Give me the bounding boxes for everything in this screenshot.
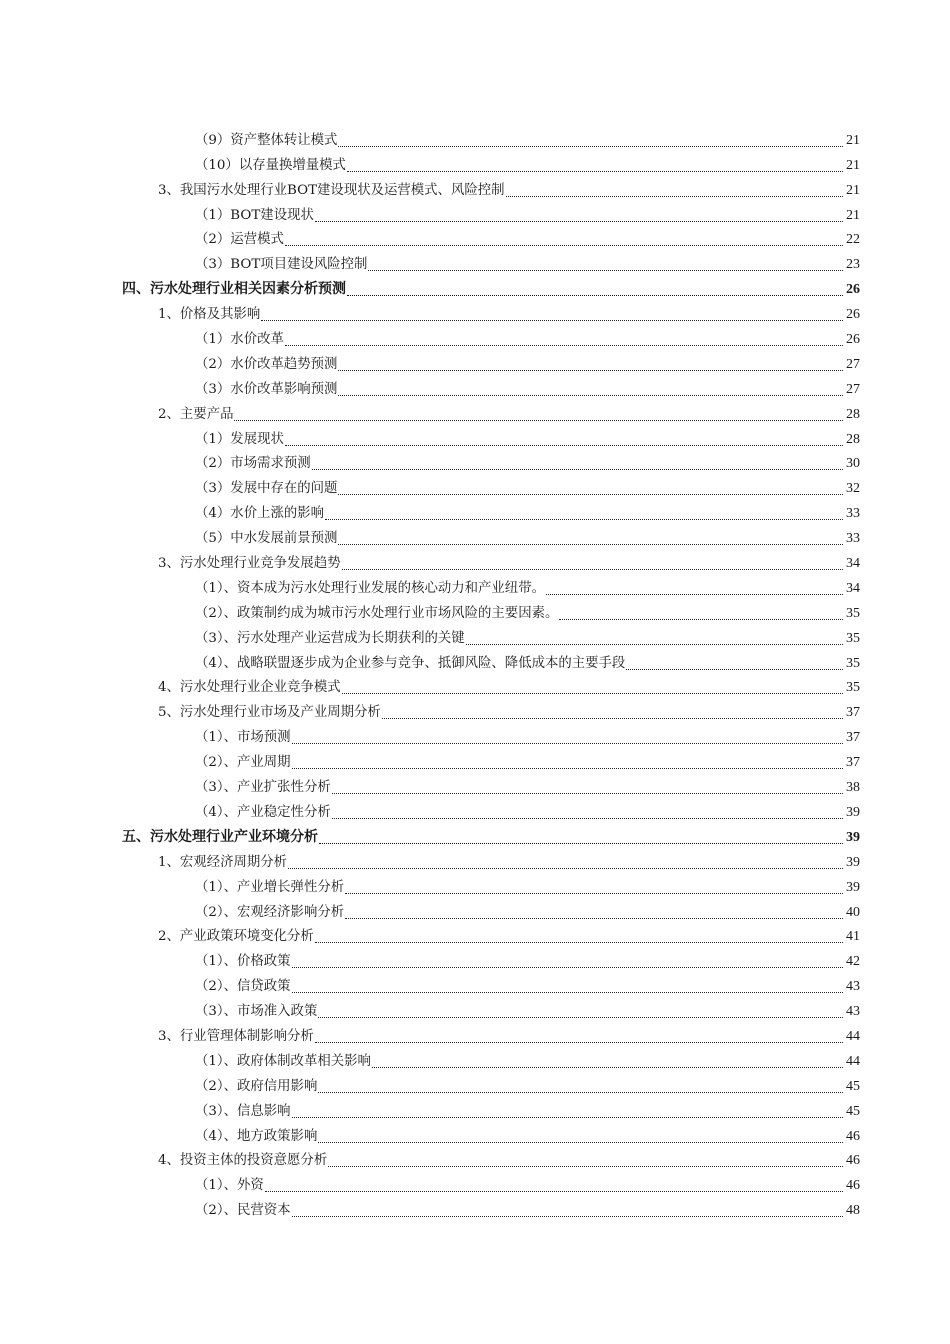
toc-entry-page-number: 22 [846, 232, 860, 248]
toc-entry-title: 四、污水处理行业相关因素分析预测 [122, 282, 346, 298]
dot-leader [626, 651, 843, 670]
dot-leader [234, 402, 843, 421]
toc-entry-title: （4）、战略联盟逐步成为企业参与竞争、抵御风险、降低成本的主要手段 [195, 655, 626, 671]
toc-entry-page-number: 27 [846, 381, 860, 397]
dot-leader [292, 1198, 843, 1217]
toc-entry-page-number: 39 [846, 879, 860, 895]
toc-entry-title: （2）运营模式 [195, 232, 284, 248]
dot-leader [332, 800, 843, 819]
dot-leader [506, 178, 843, 197]
toc-entry-page-number: 30 [846, 456, 860, 472]
dot-leader [338, 352, 843, 371]
dot-leader [315, 1024, 843, 1043]
toc-entry-title: 4、污水处理行业企业竞争模式 [158, 680, 341, 696]
toc-entry[interactable] [0, 299, 860, 324]
toc-entry-title: 3、行业管理体制影响分析 [158, 1028, 314, 1044]
toc-entry-title: （3）水价改革影响预测 [195, 381, 338, 397]
toc-entry-page-number: 35 [846, 605, 860, 621]
toc-entry[interactable] [0, 971, 860, 996]
toc-entry[interactable] [0, 498, 860, 523]
dot-leader [261, 302, 843, 321]
toc-entry[interactable] [0, 523, 860, 548]
toc-entry-page-number: 41 [846, 929, 860, 945]
toc-entry-page-number: 27 [846, 356, 860, 372]
toc-entry-page-number: 26 [846, 307, 860, 323]
dot-leader [368, 252, 843, 271]
toc-entry[interactable] [0, 673, 860, 698]
toc-entry-title: 1、宏观经济周期分析 [158, 854, 288, 870]
toc-entry-page-number: 21 [846, 132, 860, 148]
dot-leader [315, 203, 843, 222]
toc-entry[interactable] [0, 1121, 860, 1146]
toc-entry-page-number: 21 [846, 207, 860, 223]
toc-entry[interactable] [0, 200, 860, 225]
toc-entry-page-number: 40 [846, 904, 860, 920]
toc-entry-title: （3）、信息影响 [195, 1103, 291, 1119]
toc-entry-title: （1）、产业增长弹性分析 [195, 879, 345, 895]
toc-entry-title: （3）发展中存在的问题 [195, 481, 338, 497]
toc-entry-title: （1）水价改革 [195, 332, 284, 348]
toc-entry-title: （2）、宏观经济影响分析 [195, 904, 345, 920]
toc-entry-page-number: 46 [846, 1153, 860, 1169]
toc-entry-page-number: 45 [846, 1078, 860, 1094]
toc-entry[interactable] [0, 1071, 860, 1096]
toc-entry-title: 2、主要产品 [158, 406, 234, 422]
dot-leader [382, 700, 843, 719]
toc-entry-title: （5）中水发展前景预测 [195, 531, 338, 547]
dot-leader [292, 725, 843, 744]
dot-leader [546, 576, 843, 595]
toc-entry[interactable] [0, 225, 860, 250]
toc-entry-page-number: 35 [846, 655, 860, 671]
toc-entry[interactable] [0, 249, 860, 274]
toc-entry[interactable] [0, 1046, 860, 1071]
toc-entry-title: （1）发展现状 [195, 431, 284, 447]
dot-leader [318, 1124, 843, 1143]
toc-entry[interactable] [0, 1146, 860, 1171]
toc-entry-title: 1、价格及其影响 [158, 307, 261, 323]
toc-entry[interactable] [0, 747, 860, 772]
toc-entry-page-number: 38 [846, 780, 860, 796]
toc-entry-page-number: 39 [846, 854, 860, 870]
toc-entry-page-number: 23 [846, 257, 860, 273]
toc-entry-page-number: 32 [846, 481, 860, 497]
toc-entry[interactable] [0, 648, 860, 673]
toc-entry-title: （1）、资本成为污水处理行业发展的核心动力和产业纽带。 [195, 580, 545, 596]
toc-entry-title: 5、污水处理行业市场及产业周期分析 [158, 705, 381, 721]
toc-entry[interactable] [0, 897, 860, 922]
toc-entry-title: （3）、产业扩张性分析 [195, 780, 331, 796]
toc-entry[interactable] [0, 1195, 860, 1220]
dot-leader [338, 476, 843, 495]
toc-entry-title: （1）BOT建设现状 [195, 207, 314, 223]
dot-leader [288, 850, 843, 869]
toc-entry[interactable] [0, 150, 860, 175]
toc-entry-page-number: 39 [846, 829, 860, 845]
toc-entry[interactable] [0, 424, 860, 449]
toc-entry-page-number: 43 [846, 1004, 860, 1020]
toc-entry-page-number: 35 [846, 630, 860, 646]
toc-entry[interactable] [0, 548, 860, 573]
toc-entry-page-number: 37 [846, 755, 860, 771]
toc-entry-title: （10）以存量换增量模式 [195, 157, 346, 173]
toc-entry-title: （2）、产业周期 [195, 755, 291, 771]
toc-entry-page-number: 42 [846, 954, 860, 970]
toc-entry[interactable] [0, 374, 860, 399]
toc-entry[interactable] [0, 349, 860, 374]
toc-entry-page-number: 28 [846, 406, 860, 422]
dot-leader [347, 153, 843, 172]
dot-leader [315, 924, 843, 943]
toc-entry-title: （4）水价上涨的影响 [195, 506, 325, 522]
toc-entry[interactable] [0, 797, 860, 822]
toc-entry[interactable] [0, 1096, 860, 1121]
dot-leader [345, 900, 843, 919]
toc-entry[interactable] [0, 996, 860, 1021]
toc-entry[interactable] [0, 573, 860, 598]
toc-entry[interactable] [0, 946, 860, 971]
toc-entry-title: （2）、政府信用影响 [195, 1078, 318, 1094]
toc-entry-title: 2、产业政策环境变化分析 [158, 929, 314, 945]
toc-entry[interactable] [0, 1170, 860, 1195]
dot-leader [318, 1074, 843, 1093]
table-of-contents [0, 125, 860, 1220]
toc-entry-title: （3）BOT项目建设风险控制 [195, 257, 368, 273]
dot-leader [325, 501, 843, 520]
toc-entry[interactable] [0, 175, 860, 200]
toc-entry-title: （3）、市场准入政策 [195, 1004, 318, 1020]
toc-entry-page-number: 21 [846, 157, 860, 173]
dot-leader [338, 377, 843, 396]
toc-entry[interactable] [0, 697, 860, 722]
dot-leader [319, 825, 843, 844]
toc-entry-page-number: 46 [846, 1178, 860, 1194]
toc-entry[interactable] [0, 1021, 860, 1046]
dot-leader [345, 875, 843, 894]
toc-entry[interactable] [0, 772, 860, 797]
toc-entry-page-number: 39 [846, 804, 860, 820]
toc-entry-title: 五、污水处理行业产业环境分析 [122, 829, 318, 845]
toc-entry[interactable] [0, 399, 860, 424]
toc-entry[interactable] [0, 722, 860, 747]
toc-entry-title: （2）市场需求预测 [195, 456, 311, 472]
toc-entry-title: 4、投资主体的投资意愿分析 [158, 1153, 328, 1169]
toc-entry-title: （1）、价格政策 [195, 954, 291, 970]
toc-entry-page-number: 26 [846, 332, 860, 348]
dot-leader [265, 1173, 843, 1192]
dot-leader [347, 277, 843, 296]
toc-entry-title: （2）水价改革趋势预测 [195, 356, 338, 372]
toc-entry-title: 3、污水处理行业竞争发展趋势 [158, 556, 341, 572]
toc-entry-title: （4）、地方政策影响 [195, 1128, 318, 1144]
toc-entry-title: （1）、政府体制改革相关影响 [195, 1053, 371, 1069]
toc-entry[interactable] [0, 324, 860, 349]
toc-entry[interactable] [0, 449, 860, 474]
toc-entry[interactable] [0, 125, 860, 150]
toc-entry[interactable] [0, 473, 860, 498]
toc-entry-page-number: 46 [846, 1128, 860, 1144]
dot-leader [328, 1148, 843, 1167]
toc-entry-title: （4）、产业稳定性分析 [195, 804, 331, 820]
dot-leader [332, 775, 843, 794]
dot-leader [292, 974, 843, 993]
dot-leader [466, 626, 843, 645]
toc-entry-page-number: 33 [846, 531, 860, 547]
toc-entry-page-number: 37 [846, 705, 860, 721]
toc-entry-page-number: 34 [846, 556, 860, 572]
dot-leader [342, 551, 843, 570]
toc-entry-title: （2）、民营资本 [195, 1203, 291, 1219]
toc-entry-page-number: 21 [846, 182, 860, 198]
dot-leader [312, 451, 843, 470]
dot-leader [285, 327, 843, 346]
dot-leader [372, 1049, 843, 1068]
dot-leader [285, 427, 843, 446]
toc-entry-page-number: 44 [846, 1028, 860, 1044]
toc-entry[interactable] [0, 274, 860, 299]
toc-entry-page-number: 35 [846, 680, 860, 696]
dot-leader [342, 675, 843, 694]
toc-entry-page-number: 28 [846, 431, 860, 447]
toc-entry[interactable] [0, 598, 860, 623]
toc-entry-page-number: 33 [846, 506, 860, 522]
toc-entry-title: （2）、政策制约成为城市污水处理行业市场风险的主要因素。 [195, 605, 559, 621]
dot-leader [285, 227, 843, 246]
toc-entry-page-number: 43 [846, 979, 860, 995]
toc-entry-title: 3、我国污水处理行业BOT建设现状及运营模式、风险控制 [158, 182, 505, 198]
toc-entry-title: （1）、外资 [195, 1178, 264, 1194]
toc-entry-page-number: 44 [846, 1053, 860, 1069]
dot-leader [318, 999, 843, 1018]
dot-leader [338, 526, 843, 545]
toc-entry[interactable] [0, 847, 860, 872]
toc-entry-page-number: 26 [846, 282, 860, 298]
dot-leader [338, 128, 843, 147]
toc-entry-page-number: 48 [846, 1203, 860, 1219]
toc-entry[interactable] [0, 872, 860, 897]
toc-entry[interactable] [0, 922, 860, 947]
toc-entry-title: （2）、信贷政策 [195, 979, 291, 995]
dot-leader [292, 750, 843, 769]
toc-entry[interactable] [0, 822, 860, 847]
toc-entry-title: （3）、污水处理产业运营成为长期获利的关键 [195, 630, 465, 646]
dot-leader [292, 949, 843, 968]
dot-leader [292, 1099, 843, 1118]
toc-entry-title: （1）、市场预测 [195, 730, 291, 746]
toc-entry-page-number: 45 [846, 1103, 860, 1119]
toc-entry-page-number: 37 [846, 730, 860, 746]
dot-leader [559, 601, 843, 620]
toc-entry-title: （9）资产整体转让模式 [195, 132, 338, 148]
toc-entry[interactable] [0, 623, 860, 648]
toc-entry-page-number: 34 [846, 580, 860, 596]
